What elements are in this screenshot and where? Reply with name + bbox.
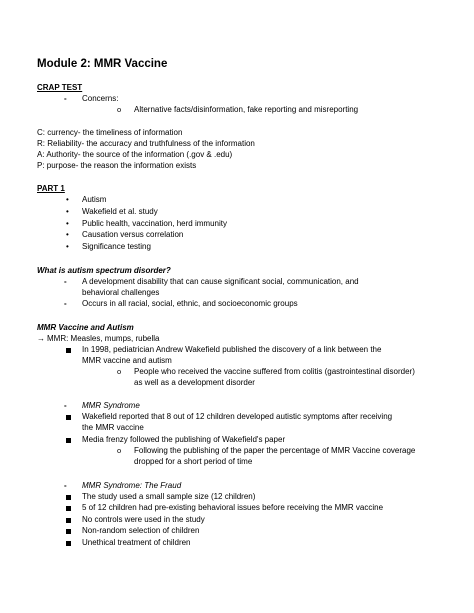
dash-bullet: - xyxy=(64,299,67,308)
crap-authority: A: Authority- the source of the information (.gov & .edu) xyxy=(37,150,233,159)
syndrome-heading: MMR Syndrome xyxy=(82,401,140,410)
syndrome-reported-cont: the MMR vaccine xyxy=(82,423,144,432)
square-bullet-icon xyxy=(66,348,71,353)
dash-bullet: - xyxy=(64,401,67,410)
dot-bullet-icon: • xyxy=(66,242,69,251)
crap-heading: CRAP TEST xyxy=(37,83,83,92)
crap-purpose: P: purpose- the reason the information exists xyxy=(37,161,197,170)
square-bullet-icon xyxy=(66,541,71,546)
autism-question: What is autism spectrum disorder? xyxy=(37,266,171,275)
crap-currency: C: currency- the timeliness of information xyxy=(37,128,183,137)
concern-text: Alternative facts/disinformation, fake reporting and misreporting xyxy=(134,105,359,114)
dash-bullet: - xyxy=(64,94,67,103)
autism-definition-cont: behavioral challenges xyxy=(82,288,160,297)
square-bullet-icon xyxy=(66,438,71,443)
square-bullet-icon xyxy=(66,529,71,534)
dot-bullet-icon: • xyxy=(66,219,69,228)
mmr-people-cont: as well as a development disorder xyxy=(134,378,255,387)
square-bullet-icon xyxy=(66,506,71,511)
square-bullet-icon xyxy=(66,415,71,420)
circle-bullet-icon: o xyxy=(117,446,122,455)
dot-bullet-icon: • xyxy=(66,207,69,216)
dash-bullet: - xyxy=(64,481,67,490)
crap-reliability: R: Reliability- the accuracy and truthfulness of the information xyxy=(37,139,255,148)
circle-bullet-icon: o xyxy=(117,105,122,114)
circle-bullet-icon: o xyxy=(117,367,122,376)
mmr-wakefield-cont: MMR vaccine and autism xyxy=(82,356,172,365)
syndrome-follow-cont: dropped for a short period of time xyxy=(134,457,253,466)
square-bullet-icon xyxy=(66,518,71,523)
part1-heading: PART 1 xyxy=(37,184,65,193)
square-bullet-icon xyxy=(66,495,71,500)
dash-bullet: - xyxy=(64,277,67,286)
arrow-right-icon: → xyxy=(37,334,45,343)
document-page: Module 2: MMR Vaccine CRAP TEST - Concerns: o Alternative facts/disinformation, fake reporting and misreporting C: currency- the timeliness of information R: Reliability- the accuracy and truthfulness of the information A: Authority- the source of the information (.gov & .edu) P: purpose- the reason the information exists PART 1 • Autism • Wakefield et al. study • Public health, vaccination, herd immunity • Causation versus correlation • Significance testing What is autism spectrum disorder? - A development disability that can cause significant social, communication, and behavioral challenges - Occurs in all racial, social, ethnic, and socioeconomic groups MMR Vaccine and Autism → MMR: Measles, mumps, rubella In 1998, pediatrician Andrew Wakefield published the discovery of a link between the MMR vaccine and autism o People who received the vaccine suffered from colitis (gastrointestinal disorder) as well as a development disorder - MMR Syndrome Wakefield reported that 8 out of 12 children developed autistic symptoms after receiving the MMR vaccine Media frenzy followed the publishing of Wakefield's paper o Following the publishing of the paper the percentage of MMR Vaccine coverage dropped for a short period of time - MMR Syndrome: The Fraud The study used a small sample size (12 children) 5 of 12 children had pre-existing behavioral issues before receiving the MMR vaccine No controls were used in the study Non-random selection of children Unethical treatment of children xyxy=(37,58,416,547)
dot-bullet-icon: • xyxy=(66,230,69,239)
mmr-heading: MMR Vaccine and Autism xyxy=(37,323,134,332)
page-title: Module 2: MMR Vaccine xyxy=(37,58,168,70)
concerns-label: Concerns: xyxy=(82,94,119,103)
fraud-heading: MMR Syndrome: The Fraud xyxy=(82,481,182,490)
dot-bullet-icon: • xyxy=(66,195,69,204)
